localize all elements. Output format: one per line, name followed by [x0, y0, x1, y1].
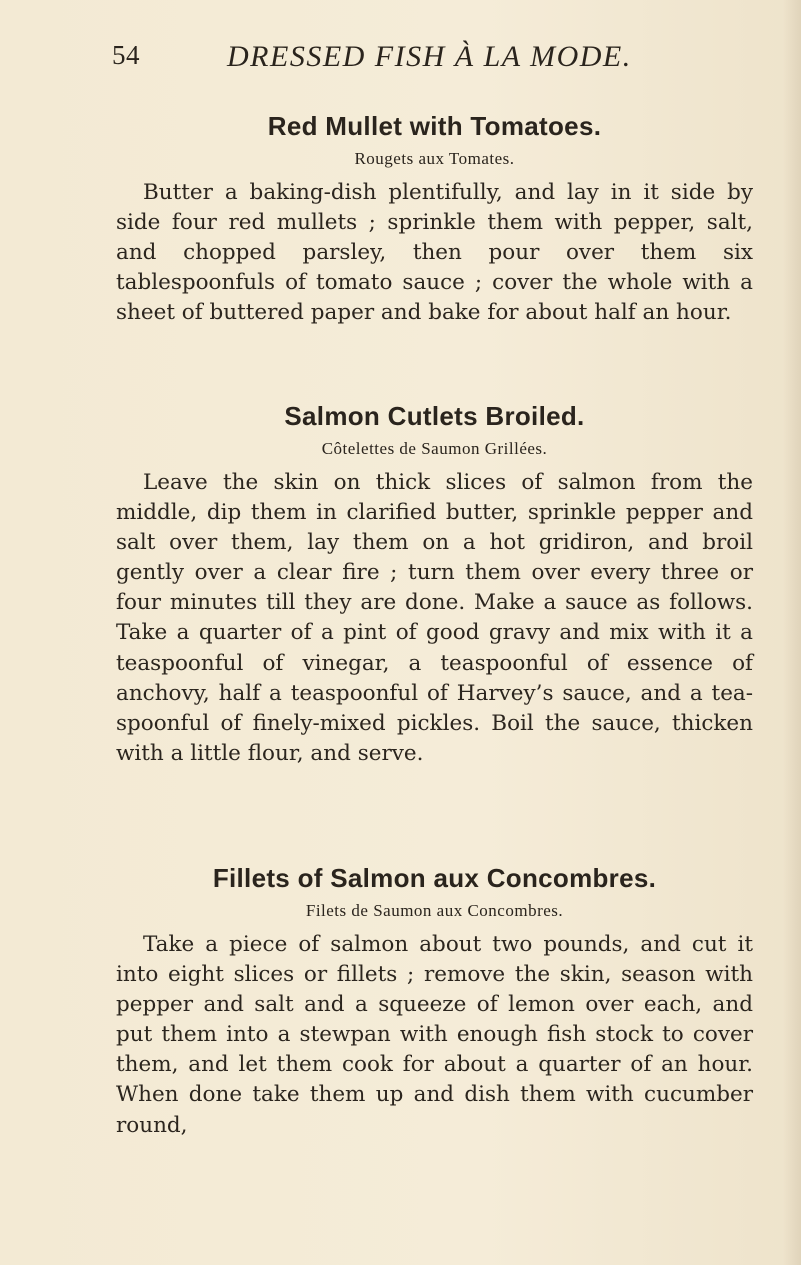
recipe-body: Take a piece of salmon about two pounds, and cut it into eight slices or fillets ; remove the skin, season with pepper and salt and a squeeze of lemon over each, and put them into a stewpan with enough fish stock to cover them, and let them cook for about a quarter of an hour. When done take them up and dish them with cucumber round,	[116, 932, 753, 1138]
recipe-body: Leave the skin on thick slices of salmon from the middle, dip them in clarified butter, sprinkle pepper and salt over them, lay them on a hot gridiron, and broil gently over a clear fire ; turn them over every three or four minutes till they are done. Make a sauce as follows. Take a quarter of a pint of good gravy and mix with it a teaspoonful of vinegar, a teaspoonful of essence of anchovy, half a teaspoonful of Harvey’s sauce, and a teaspoonful of finely-mixed pickles. Boil the sauce, thicken with a little flour, and serve.	[116, 470, 753, 766]
running-head	[112, 40, 672, 84]
page-number: 54	[112, 40, 140, 70]
recipe-salmon-cutlets	[116, 400, 753, 769]
page-edge-shadow	[783, 0, 801, 1265]
recipe-red-mullet	[116, 110, 753, 328]
recipe-subtitle: Rougets aux Tomates.	[354, 149, 515, 168]
recipe-title: Salmon Cutlets Broiled.	[284, 401, 585, 431]
recipe-fillets-salmon	[116, 862, 753, 1141]
recipe-subtitle: Filets de Saumon aux Concombres.	[305, 901, 564, 920]
recipe-subtitle: Côtelettes de Saumon Grillées.	[321, 439, 548, 458]
recipe-body: Butter a baking-dish plentifully, and lay in it side by side four red mullets ; sprinkle them with pepper, salt, and chopped parsley, then pour over them six tablespoonfuls of tomato sauce ; cover the whole with a sheet of buttered paper and bake for about half an hour.	[116, 180, 753, 326]
running-title: DRESSED FISH À LA MODE.	[227, 40, 632, 73]
recipe-title: Red Mullet with Tomatoes.	[267, 111, 602, 141]
recipe-title: Fillets of Salmon aux Concombres.	[212, 863, 657, 893]
